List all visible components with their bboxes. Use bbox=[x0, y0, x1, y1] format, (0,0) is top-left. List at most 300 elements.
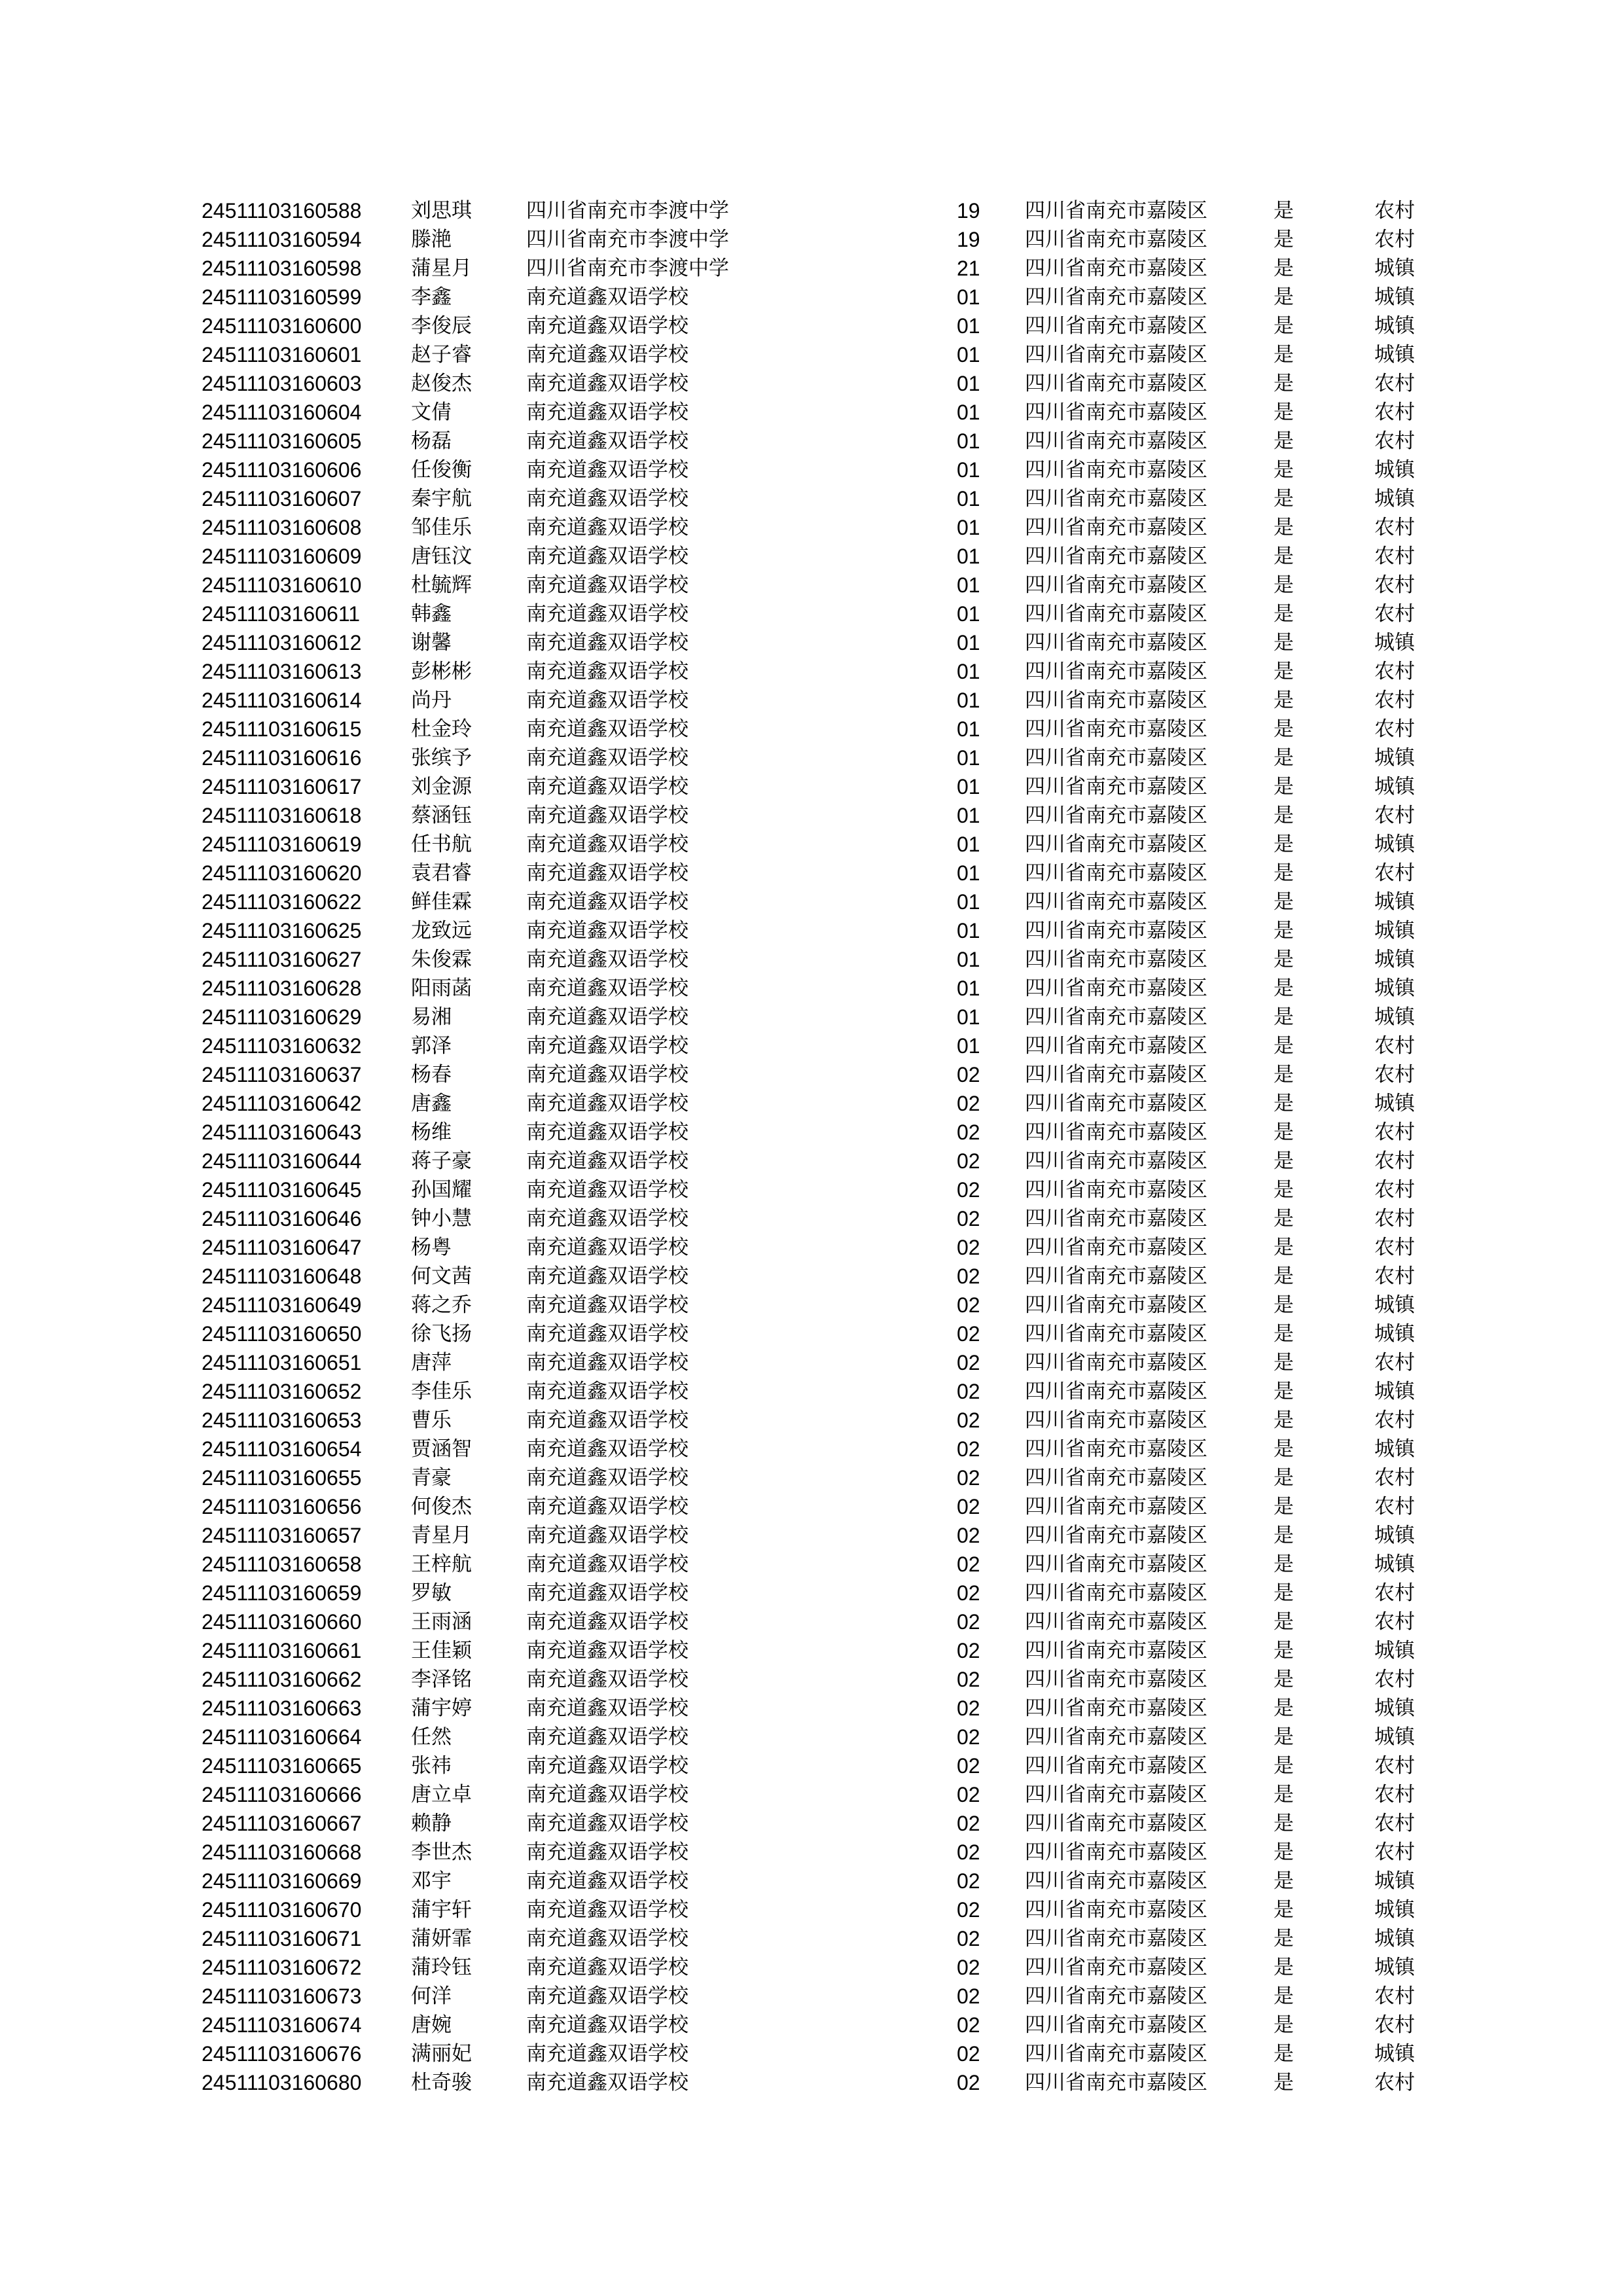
flag-cell: 是 bbox=[1274, 1984, 1294, 2008]
table-row bbox=[0, 1175, 1623, 1204]
area-type-cell: 城镇 bbox=[1374, 487, 1415, 511]
student-id-cell: 24511103160629 bbox=[202, 1005, 362, 1029]
school-cell: 南充道鑫双语学校 bbox=[526, 1552, 688, 1576]
school-cell: 南充道鑫双语学校 bbox=[526, 919, 688, 942]
student-id-cell: 24511103160676 bbox=[202, 2042, 362, 2066]
flag-cell: 是 bbox=[1274, 429, 1294, 453]
class-cell: 01 bbox=[957, 775, 980, 798]
table-row bbox=[0, 1089, 1623, 1118]
class-cell: 02 bbox=[957, 1552, 980, 1576]
flag-cell: 是 bbox=[1274, 1610, 1294, 1634]
student-name-cell: 王梓航 bbox=[411, 1552, 472, 1576]
student-name-cell: 唐钰汶 bbox=[411, 545, 472, 568]
student-id-cell: 24511103160668 bbox=[202, 1840, 362, 1864]
area-type-cell: 城镇 bbox=[1374, 1293, 1415, 1317]
flag-cell: 是 bbox=[1274, 487, 1294, 511]
region-cell: 四川省南充市嘉陵区 bbox=[1025, 1812, 1207, 1835]
school-cell: 南充道鑫双语学校 bbox=[526, 1092, 688, 1115]
area-type-cell: 农村 bbox=[1374, 689, 1415, 712]
table-row bbox=[0, 1003, 1623, 1031]
flag-cell: 是 bbox=[1274, 228, 1294, 251]
class-cell: 02 bbox=[957, 1783, 980, 1806]
flag-cell: 是 bbox=[1274, 1898, 1294, 1922]
class-cell: 02 bbox=[957, 1898, 980, 1922]
area-type-cell: 农村 bbox=[1374, 372, 1415, 395]
region-cell: 四川省南充市嘉陵区 bbox=[1025, 1034, 1207, 1058]
area-type-cell: 城镇 bbox=[1374, 833, 1415, 856]
school-cell: 南充道鑫双语学校 bbox=[526, 1581, 688, 1605]
student-id-cell: 24511103160616 bbox=[202, 746, 362, 770]
student-id-cell: 24511103160632 bbox=[202, 1034, 362, 1058]
flag-cell: 是 bbox=[1274, 1466, 1294, 1490]
table-row bbox=[0, 1492, 1623, 1521]
school-cell: 南充道鑫双语学校 bbox=[526, 401, 688, 424]
student-id-cell: 24511103160613 bbox=[202, 660, 362, 683]
student-id-cell: 24511103160647 bbox=[202, 1236, 362, 1259]
flag-cell: 是 bbox=[1274, 1092, 1294, 1115]
class-cell: 02 bbox=[957, 1927, 980, 1950]
table-row bbox=[0, 600, 1623, 628]
class-cell: 02 bbox=[957, 1322, 980, 1346]
area-type-cell: 农村 bbox=[1374, 1495, 1415, 1518]
flag-cell: 是 bbox=[1274, 1783, 1294, 1806]
table-row bbox=[0, 1406, 1623, 1435]
area-type-cell: 农村 bbox=[1374, 1063, 1415, 1086]
region-cell: 四川省南充市嘉陵区 bbox=[1025, 689, 1207, 712]
school-cell: 南充道鑫双语学校 bbox=[526, 1840, 688, 1864]
flag-cell: 是 bbox=[1274, 1869, 1294, 1893]
area-type-cell: 农村 bbox=[1374, 660, 1415, 683]
area-type-cell: 城镇 bbox=[1374, 314, 1415, 338]
region-cell: 四川省南充市嘉陵区 bbox=[1025, 775, 1207, 798]
school-cell: 南充道鑫双语学校 bbox=[526, 1812, 688, 1835]
area-type-cell: 城镇 bbox=[1374, 285, 1415, 309]
class-cell: 02 bbox=[957, 1639, 980, 1662]
area-type-cell: 城镇 bbox=[1374, 1639, 1415, 1662]
school-cell: 南充道鑫双语学校 bbox=[526, 1639, 688, 1662]
area-type-cell: 农村 bbox=[1374, 228, 1415, 251]
table-row bbox=[0, 484, 1623, 513]
region-cell: 四川省南充市嘉陵区 bbox=[1025, 1725, 1207, 1749]
student-name-cell: 蒲宇婷 bbox=[411, 1696, 472, 1720]
school-cell: 南充道鑫双语学校 bbox=[526, 1207, 688, 1230]
school-cell: 四川省南充市李渡中学 bbox=[526, 257, 729, 280]
region-cell: 四川省南充市嘉陵区 bbox=[1025, 631, 1207, 655]
school-cell: 南充道鑫双语学校 bbox=[526, 1754, 688, 1778]
school-cell: 南充道鑫双语学校 bbox=[526, 1322, 688, 1346]
region-cell: 四川省南充市嘉陵区 bbox=[1025, 1754, 1207, 1778]
area-type-cell: 农村 bbox=[1374, 1984, 1415, 2008]
table-row bbox=[0, 1204, 1623, 1233]
school-cell: 南充道鑫双语学校 bbox=[526, 977, 688, 1000]
area-type-cell: 城镇 bbox=[1374, 343, 1415, 367]
region-cell: 四川省南充市嘉陵区 bbox=[1025, 257, 1207, 280]
table-row bbox=[0, 1118, 1623, 1147]
region-cell: 四川省南充市嘉陵区 bbox=[1025, 1898, 1207, 1922]
school-cell: 南充道鑫双语学校 bbox=[526, 717, 688, 741]
student-id-cell: 24511103160603 bbox=[202, 372, 362, 395]
class-cell: 01 bbox=[957, 1005, 980, 1029]
region-cell: 四川省南充市嘉陵区 bbox=[1025, 199, 1207, 223]
flag-cell: 是 bbox=[1274, 660, 1294, 683]
class-cell: 01 bbox=[957, 631, 980, 655]
table-row bbox=[0, 1147, 1623, 1175]
table-row bbox=[0, 254, 1623, 283]
student-id-cell: 24511103160604 bbox=[202, 401, 362, 424]
table-row bbox=[0, 1060, 1623, 1089]
student-id-cell: 24511103160611 bbox=[202, 602, 361, 626]
area-type-cell: 农村 bbox=[1374, 2071, 1415, 2094]
region-cell: 四川省南充市嘉陵区 bbox=[1025, 545, 1207, 568]
student-name-cell: 龙致远 bbox=[411, 919, 472, 942]
region-cell: 四川省南充市嘉陵区 bbox=[1025, 516, 1207, 539]
school-cell: 南充道鑫双语学校 bbox=[526, 1610, 688, 1634]
student-id-cell: 24511103160673 bbox=[202, 1984, 362, 2008]
region-cell: 四川省南充市嘉陵区 bbox=[1025, 314, 1207, 338]
student-id-cell: 24511103160627 bbox=[202, 948, 362, 971]
flag-cell: 是 bbox=[1274, 2071, 1294, 2094]
class-cell: 02 bbox=[957, 1149, 980, 1173]
student-name-cell: 李泽铭 bbox=[411, 1668, 472, 1691]
class-cell: 01 bbox=[957, 861, 980, 885]
class-cell: 01 bbox=[957, 285, 980, 309]
flag-cell: 是 bbox=[1274, 890, 1294, 914]
class-cell: 01 bbox=[957, 804, 980, 827]
area-type-cell: 农村 bbox=[1374, 199, 1415, 223]
table-row bbox=[0, 859, 1623, 888]
school-cell: 南充道鑫双语学校 bbox=[526, 1696, 688, 1720]
student-id-cell: 24511103160644 bbox=[202, 1149, 362, 1173]
table-row bbox=[0, 340, 1623, 369]
area-type-cell: 城镇 bbox=[1374, 2042, 1415, 2066]
area-type-cell: 农村 bbox=[1374, 1408, 1415, 1432]
school-cell: 南充道鑫双语学校 bbox=[526, 1927, 688, 1950]
table-row bbox=[0, 398, 1623, 427]
class-cell: 02 bbox=[957, 1754, 980, 1778]
student-id-cell: 24511103160598 bbox=[202, 257, 362, 280]
school-cell: 南充道鑫双语学校 bbox=[526, 1063, 688, 1086]
student-id-cell: 24511103160646 bbox=[202, 1207, 362, 1230]
student-id-cell: 24511103160667 bbox=[202, 1812, 362, 1835]
flag-cell: 是 bbox=[1274, 1552, 1294, 1576]
class-cell: 01 bbox=[957, 516, 980, 539]
table-row bbox=[0, 945, 1623, 974]
region-cell: 四川省南充市嘉陵区 bbox=[1025, 285, 1207, 309]
region-cell: 四川省南充市嘉陵区 bbox=[1025, 804, 1207, 827]
table-row bbox=[0, 916, 1623, 945]
table-row bbox=[0, 1319, 1623, 1348]
flag-cell: 是 bbox=[1274, 1956, 1294, 1979]
class-cell: 01 bbox=[957, 746, 980, 770]
table-row bbox=[0, 830, 1623, 859]
school-cell: 南充道鑫双语学校 bbox=[526, 1668, 688, 1691]
region-cell: 四川省南充市嘉陵区 bbox=[1025, 746, 1207, 770]
area-type-cell: 城镇 bbox=[1374, 746, 1415, 770]
table-row bbox=[0, 225, 1623, 254]
student-name-cell: 赵子睿 bbox=[411, 343, 472, 367]
student-id-cell: 24511103160612 bbox=[202, 631, 362, 655]
student-name-cell: 孙国耀 bbox=[411, 1178, 472, 1202]
student-name-cell: 刘金源 bbox=[411, 775, 472, 798]
student-name-cell: 李世杰 bbox=[411, 1840, 472, 1864]
class-cell: 02 bbox=[957, 1437, 980, 1461]
student-id-cell: 24511103160658 bbox=[202, 1552, 362, 1576]
student-name-cell: 韩鑫 bbox=[411, 602, 452, 626]
school-cell: 南充道鑫双语学校 bbox=[526, 2042, 688, 2066]
student-id-cell: 24511103160669 bbox=[202, 1869, 362, 1893]
student-id-cell: 24511103160588 bbox=[202, 199, 362, 223]
student-name-cell: 秦宇航 bbox=[411, 487, 472, 511]
class-cell: 02 bbox=[957, 1293, 980, 1317]
student-name-cell: 任书航 bbox=[411, 833, 472, 856]
flag-cell: 是 bbox=[1274, 1121, 1294, 1144]
student-id-cell: 24511103160657 bbox=[202, 1524, 362, 1547]
region-cell: 四川省南充市嘉陵区 bbox=[1025, 602, 1207, 626]
region-cell: 四川省南充市嘉陵区 bbox=[1025, 1063, 1207, 1086]
region-cell: 四川省南充市嘉陵区 bbox=[1025, 1610, 1207, 1634]
flag-cell: 是 bbox=[1274, 833, 1294, 856]
student-id-cell: 24511103160599 bbox=[202, 285, 362, 309]
student-name-cell: 邹佳乐 bbox=[411, 516, 472, 539]
table-row bbox=[0, 456, 1623, 484]
student-name-cell: 贾涵智 bbox=[411, 1437, 472, 1461]
school-cell: 南充道鑫双语学校 bbox=[526, 1437, 688, 1461]
area-type-cell: 城镇 bbox=[1374, 775, 1415, 798]
student-name-cell: 唐萍 bbox=[411, 1351, 452, 1374]
region-cell: 四川省南充市嘉陵区 bbox=[1025, 429, 1207, 453]
class-cell: 02 bbox=[957, 1380, 980, 1403]
student-name-cell: 鲜佳霖 bbox=[411, 890, 472, 914]
region-cell: 四川省南充市嘉陵区 bbox=[1025, 1927, 1207, 1950]
table-row bbox=[0, 888, 1623, 916]
region-cell: 四川省南充市嘉陵区 bbox=[1025, 1639, 1207, 1662]
class-cell: 02 bbox=[957, 1725, 980, 1749]
student-name-cell: 尚丹 bbox=[411, 689, 452, 712]
student-id-cell: 24511103160672 bbox=[202, 1956, 362, 1979]
region-cell: 四川省南充市嘉陵区 bbox=[1025, 1149, 1207, 1173]
area-type-cell: 城镇 bbox=[1374, 1380, 1415, 1403]
class-cell: 02 bbox=[957, 1121, 980, 1144]
student-name-cell: 阳雨菡 bbox=[411, 977, 472, 1000]
class-cell: 01 bbox=[957, 977, 980, 1000]
student-id-cell: 24511103160614 bbox=[202, 689, 362, 712]
table-row bbox=[0, 801, 1623, 830]
flag-cell: 是 bbox=[1274, 861, 1294, 885]
class-cell: 21 bbox=[957, 257, 980, 280]
school-cell: 南充道鑫双语学校 bbox=[526, 1351, 688, 1374]
school-cell: 南充道鑫双语学校 bbox=[526, 1783, 688, 1806]
table-row bbox=[0, 1550, 1623, 1579]
flag-cell: 是 bbox=[1274, 1927, 1294, 1950]
flag-cell: 是 bbox=[1274, 372, 1294, 395]
class-cell: 02 bbox=[957, 1581, 980, 1605]
flag-cell: 是 bbox=[1274, 1207, 1294, 1230]
region-cell: 四川省南充市嘉陵区 bbox=[1025, 1552, 1207, 1576]
student-id-cell: 24511103160671 bbox=[202, 1927, 362, 1950]
region-cell: 四川省南充市嘉陵区 bbox=[1025, 1178, 1207, 1202]
class-cell: 01 bbox=[957, 919, 980, 942]
table-row bbox=[0, 974, 1623, 1003]
flag-cell: 是 bbox=[1274, 1754, 1294, 1778]
area-type-cell: 农村 bbox=[1374, 1840, 1415, 1864]
school-cell: 南充道鑫双语学校 bbox=[526, 1149, 688, 1173]
flag-cell: 是 bbox=[1274, 1725, 1294, 1749]
region-cell: 四川省南充市嘉陵区 bbox=[1025, 1207, 1207, 1230]
school-cell: 南充道鑫双语学校 bbox=[526, 1121, 688, 1144]
flag-cell: 是 bbox=[1274, 1840, 1294, 1864]
region-cell: 四川省南充市嘉陵区 bbox=[1025, 1495, 1207, 1518]
area-type-cell: 农村 bbox=[1374, 1466, 1415, 1490]
table-row bbox=[0, 1953, 1623, 1982]
student-id-cell: 24511103160608 bbox=[202, 516, 362, 539]
area-type-cell: 农村 bbox=[1374, 717, 1415, 741]
class-cell: 02 bbox=[957, 1351, 980, 1374]
student-id-cell: 24511103160605 bbox=[202, 429, 362, 453]
region-cell: 四川省南充市嘉陵区 bbox=[1025, 1869, 1207, 1893]
flag-cell: 是 bbox=[1274, 2042, 1294, 2066]
flag-cell: 是 bbox=[1274, 1668, 1294, 1691]
student-id-cell: 24511103160625 bbox=[202, 919, 362, 942]
area-type-cell: 城镇 bbox=[1374, 1725, 1415, 1749]
table-row bbox=[0, 312, 1623, 340]
flag-cell: 是 bbox=[1274, 804, 1294, 827]
table-row bbox=[0, 2039, 1623, 2068]
school-cell: 南充道鑫双语学校 bbox=[526, 631, 688, 655]
student-name-cell: 杜金玲 bbox=[411, 717, 472, 741]
student-name-cell: 滕滟 bbox=[411, 228, 452, 251]
school-cell: 南充道鑫双语学校 bbox=[526, 516, 688, 539]
student-name-cell: 满丽妃 bbox=[411, 2042, 472, 2066]
table-row bbox=[0, 1723, 1623, 1751]
table-row bbox=[0, 1838, 1623, 1867]
student-name-cell: 蒋之乔 bbox=[411, 1293, 472, 1317]
school-cell: 南充道鑫双语学校 bbox=[526, 1265, 688, 1288]
table-row bbox=[0, 571, 1623, 600]
class-cell: 01 bbox=[957, 401, 980, 424]
student-id-cell: 24511103160607 bbox=[202, 487, 362, 511]
student-id-cell: 24511103160666 bbox=[202, 1783, 362, 1806]
student-name-cell: 朱俊霖 bbox=[411, 948, 472, 971]
region-cell: 四川省南充市嘉陵区 bbox=[1025, 660, 1207, 683]
student-name-cell: 赵俊杰 bbox=[411, 372, 472, 395]
class-cell: 01 bbox=[957, 948, 980, 971]
flag-cell: 是 bbox=[1274, 199, 1294, 223]
class-cell: 02 bbox=[957, 1812, 980, 1835]
class-cell: 01 bbox=[957, 314, 980, 338]
flag-cell: 是 bbox=[1274, 1005, 1294, 1029]
class-cell: 19 bbox=[957, 199, 980, 223]
area-type-cell: 农村 bbox=[1374, 1754, 1415, 1778]
area-type-cell: 城镇 bbox=[1374, 1552, 1415, 1576]
student-name-cell: 何文茜 bbox=[411, 1265, 472, 1288]
flag-cell: 是 bbox=[1274, 573, 1294, 597]
student-name-cell: 罗敏 bbox=[411, 1581, 452, 1605]
area-type-cell: 农村 bbox=[1374, 401, 1415, 424]
school-cell: 南充道鑫双语学校 bbox=[526, 890, 688, 914]
class-cell: 01 bbox=[957, 833, 980, 856]
flag-cell: 是 bbox=[1274, 1149, 1294, 1173]
region-cell: 四川省南充市嘉陵区 bbox=[1025, 1092, 1207, 1115]
school-cell: 四川省南充市李渡中学 bbox=[526, 199, 729, 223]
student-id-cell: 24511103160601 bbox=[202, 343, 362, 367]
region-cell: 四川省南充市嘉陵区 bbox=[1025, 487, 1207, 511]
class-cell: 01 bbox=[957, 689, 980, 712]
table-row bbox=[0, 1607, 1623, 1636]
table-row bbox=[0, 1233, 1623, 1262]
student-id-cell: 24511103160615 bbox=[202, 717, 362, 741]
school-cell: 南充道鑫双语学校 bbox=[526, 1898, 688, 1922]
class-cell: 01 bbox=[957, 429, 980, 453]
school-cell: 南充道鑫双语学校 bbox=[526, 343, 688, 367]
area-type-cell: 农村 bbox=[1374, 1034, 1415, 1058]
region-cell: 四川省南充市嘉陵区 bbox=[1025, 1005, 1207, 1029]
class-cell: 02 bbox=[957, 1408, 980, 1432]
table-row bbox=[0, 1291, 1623, 1319]
area-type-cell: 农村 bbox=[1374, 1668, 1415, 1691]
school-cell: 南充道鑫双语学校 bbox=[526, 1725, 688, 1749]
table-row bbox=[0, 744, 1623, 772]
student-name-cell: 蒲星月 bbox=[411, 257, 472, 280]
student-id-cell: 24511103160622 bbox=[202, 890, 362, 914]
area-type-cell: 农村 bbox=[1374, 602, 1415, 626]
student-id-cell: 24511103160617 bbox=[202, 775, 362, 798]
region-cell: 四川省南充市嘉陵区 bbox=[1025, 1408, 1207, 1432]
class-cell: 01 bbox=[957, 717, 980, 741]
class-cell: 01 bbox=[957, 372, 980, 395]
student-name-cell: 赖静 bbox=[411, 1812, 452, 1835]
student-id-cell: 24511103160648 bbox=[202, 1265, 362, 1288]
class-cell: 01 bbox=[957, 660, 980, 683]
table-row bbox=[0, 427, 1623, 456]
flag-cell: 是 bbox=[1274, 1639, 1294, 1662]
region-cell: 四川省南充市嘉陵区 bbox=[1025, 1351, 1207, 1374]
school-cell: 南充道鑫双语学校 bbox=[526, 1984, 688, 2008]
school-cell: 南充道鑫双语学校 bbox=[526, 861, 688, 885]
school-cell: 南充道鑫双语学校 bbox=[526, 314, 688, 338]
area-type-cell: 农村 bbox=[1374, 1121, 1415, 1144]
area-type-cell: 城镇 bbox=[1374, 890, 1415, 914]
flag-cell: 是 bbox=[1274, 1236, 1294, 1259]
flag-cell: 是 bbox=[1274, 602, 1294, 626]
student-name-cell: 邓宇 bbox=[411, 1869, 452, 1893]
class-cell: 02 bbox=[957, 1668, 980, 1691]
area-type-cell: 农村 bbox=[1374, 1236, 1415, 1259]
student-id-cell: 24511103160642 bbox=[202, 1092, 362, 1115]
school-cell: 南充道鑫双语学校 bbox=[526, 1466, 688, 1490]
area-type-cell: 城镇 bbox=[1374, 977, 1415, 1000]
flag-cell: 是 bbox=[1274, 1351, 1294, 1374]
region-cell: 四川省南充市嘉陵区 bbox=[1025, 1265, 1207, 1288]
flag-cell: 是 bbox=[1274, 2013, 1294, 2037]
school-cell: 南充道鑫双语学校 bbox=[526, 1005, 688, 1029]
student-name-cell: 徐飞扬 bbox=[411, 1322, 472, 1346]
student-name-cell: 蒲宇轩 bbox=[411, 1898, 472, 1922]
school-cell: 南充道鑫双语学校 bbox=[526, 573, 688, 597]
school-cell: 南充道鑫双语学校 bbox=[526, 1869, 688, 1893]
class-cell: 01 bbox=[957, 343, 980, 367]
area-type-cell: 城镇 bbox=[1374, 1092, 1415, 1115]
class-cell: 02 bbox=[957, 1207, 980, 1230]
region-cell: 四川省南充市嘉陵区 bbox=[1025, 1437, 1207, 1461]
student-list-table bbox=[0, 196, 1623, 2097]
class-cell: 01 bbox=[957, 458, 980, 482]
student-id-cell: 24511103160650 bbox=[202, 1322, 362, 1346]
student-name-cell: 李鑫 bbox=[411, 285, 452, 309]
student-id-cell: 24511103160655 bbox=[202, 1466, 362, 1490]
student-id-cell: 24511103160656 bbox=[202, 1495, 362, 1518]
student-id-cell: 24511103160643 bbox=[202, 1121, 362, 1144]
region-cell: 四川省南充市嘉陵区 bbox=[1025, 401, 1207, 424]
